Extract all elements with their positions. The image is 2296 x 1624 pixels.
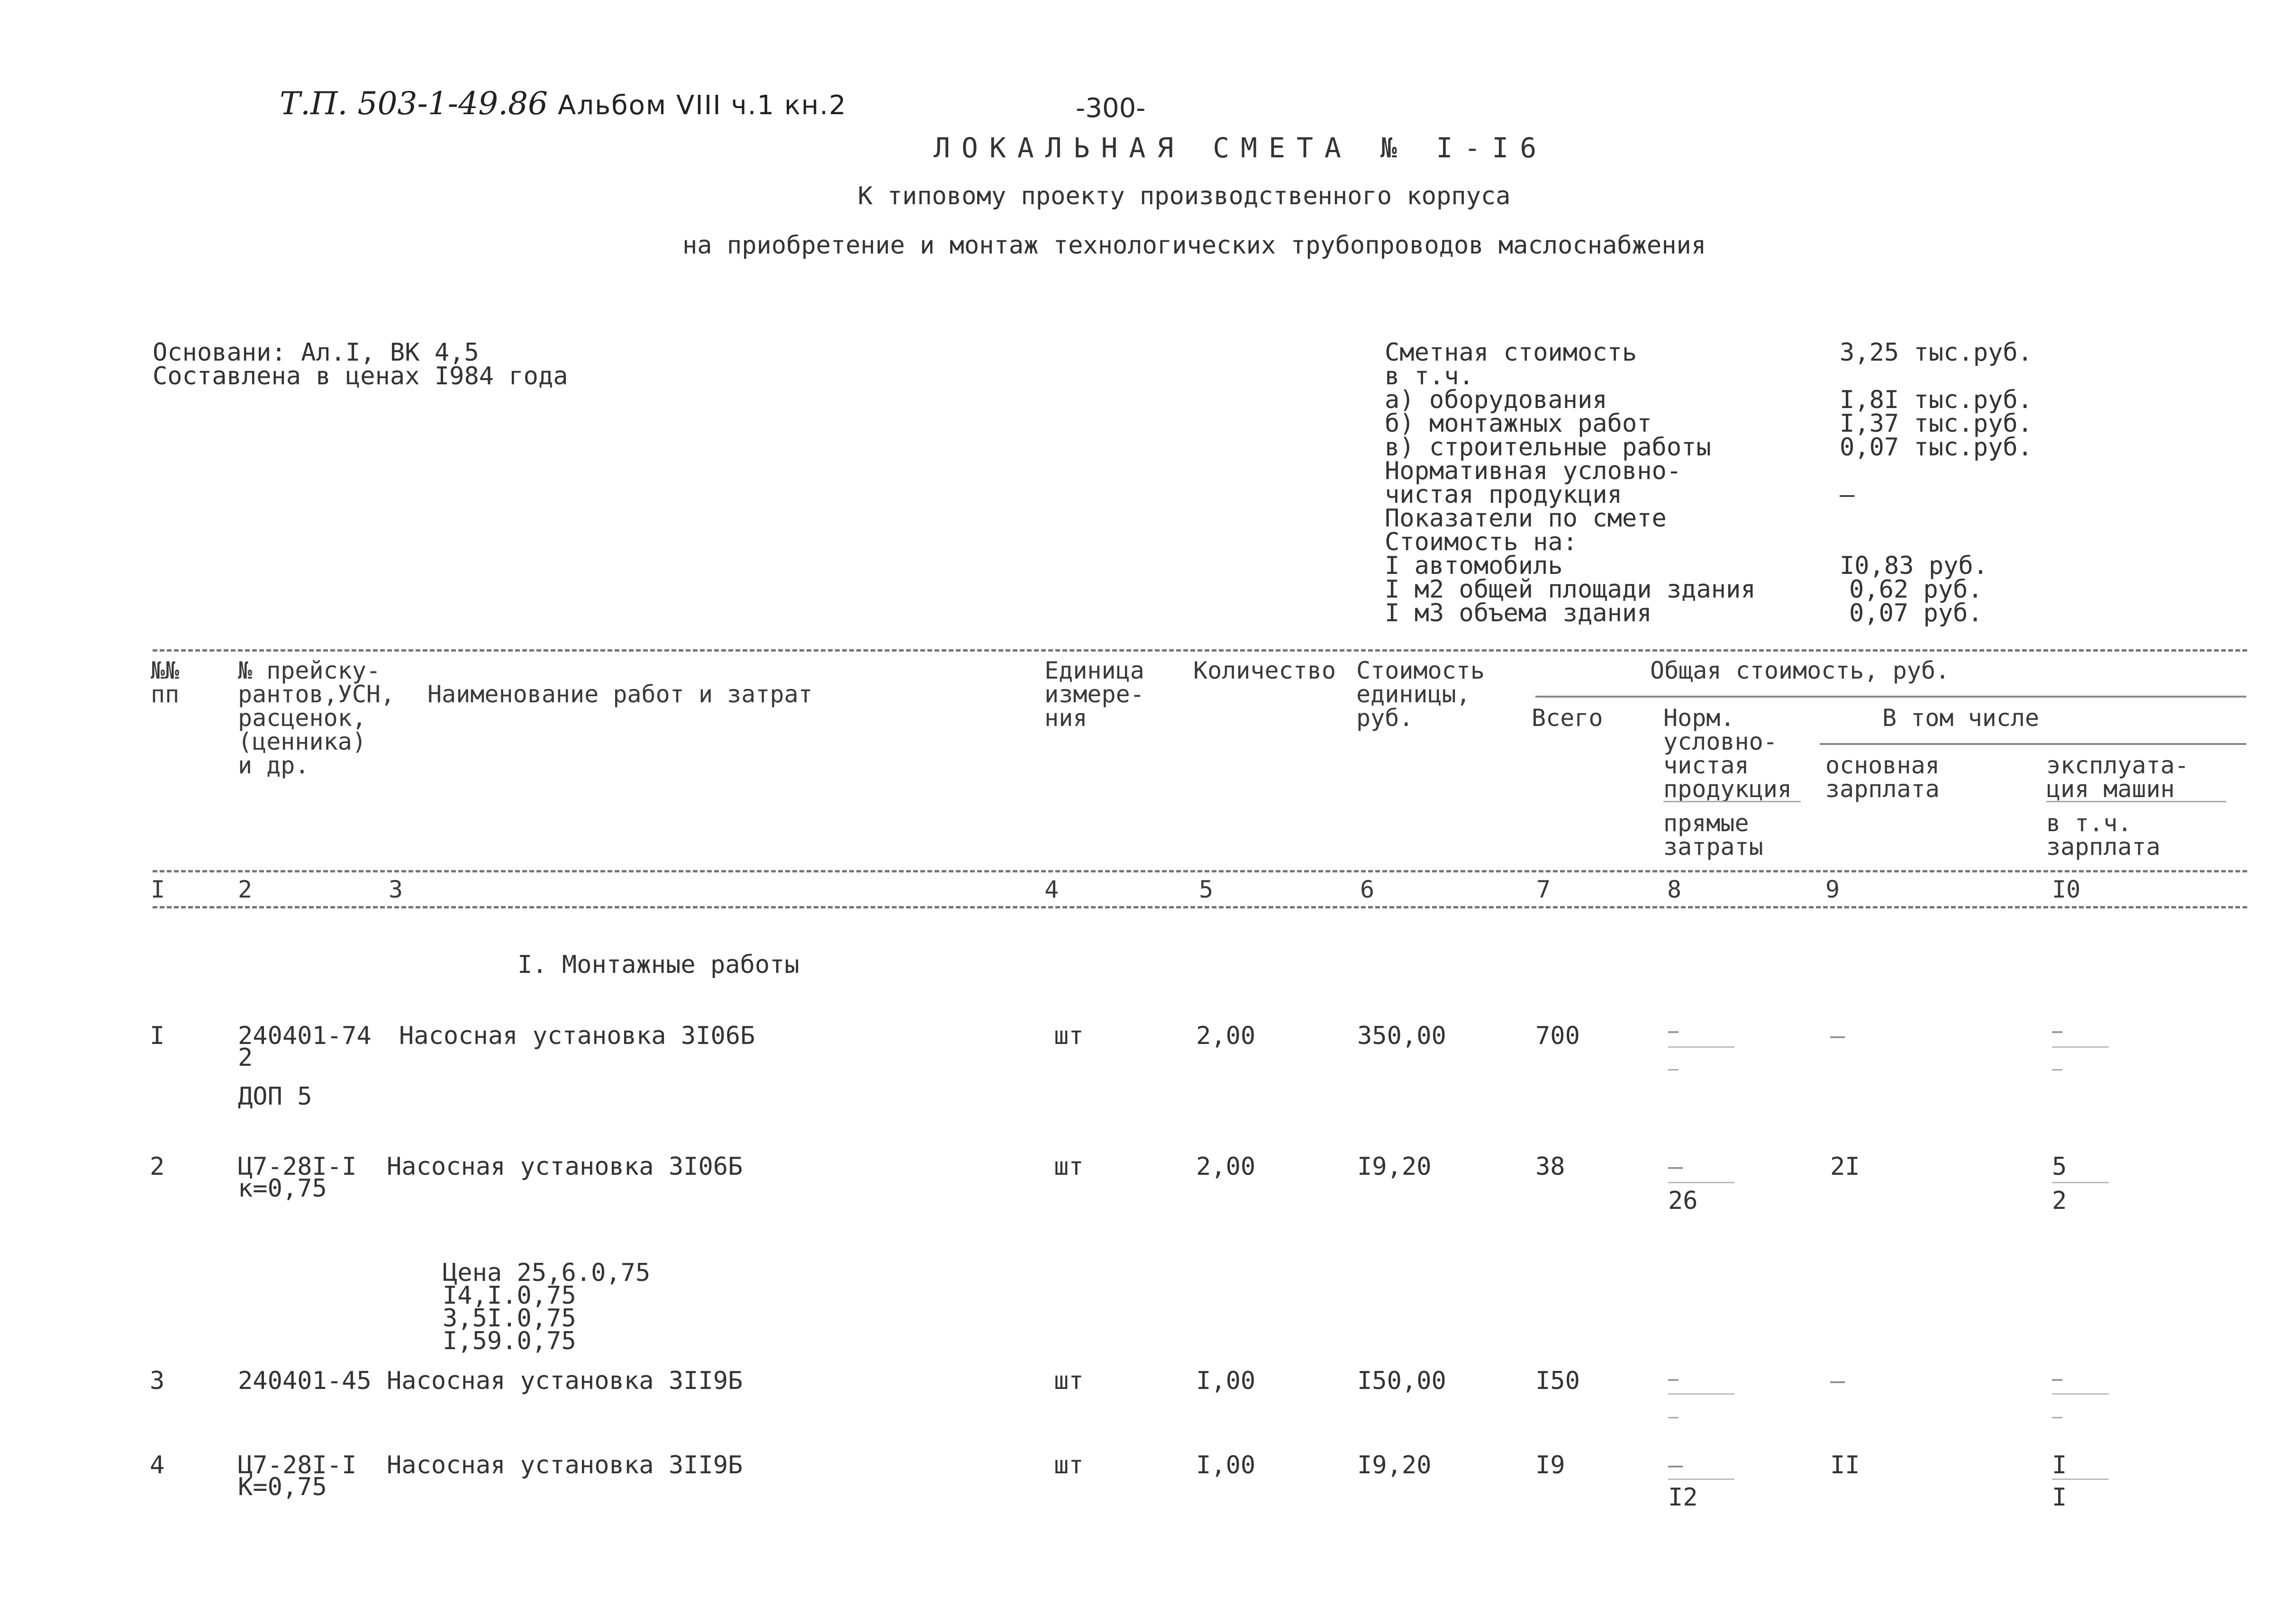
album-ref-handwritten: Т.П. 503-1-49.86 bbox=[280, 85, 548, 122]
row2-quantity: 2,00 bbox=[1196, 1152, 1256, 1181]
row3-quantity: I,00 bbox=[1196, 1367, 1256, 1395]
numbers-bottom-rule bbox=[153, 906, 2247, 908]
summary-value: 0,07 тыс.руб. bbox=[1840, 433, 2033, 462]
summary-value: I,37 тыс.руб. bbox=[1840, 409, 2033, 438]
summary-value: – bbox=[1840, 481, 1855, 509]
row2-total: 38 bbox=[1535, 1152, 1565, 1181]
col-header-total-cost-group: Общая стоимость, руб. bbox=[1650, 657, 1950, 684]
col-header-text: Норм. bbox=[1663, 704, 1735, 732]
col-header-machine-salary bbox=[2046, 811, 2160, 859]
row2-net-product: – bbox=[1668, 1152, 1683, 1181]
price-note bbox=[443, 1261, 650, 1353]
col-header-text: пп bbox=[151, 680, 180, 708]
row1-base-salary: – bbox=[1830, 1022, 1845, 1050]
summary-label: б) монтажных работ bbox=[1385, 409, 1652, 438]
col-number-1: I bbox=[151, 876, 165, 903]
col-header-text: расценок, bbox=[238, 704, 366, 732]
row1-unit-cost: 350,00 bbox=[1357, 1022, 1446, 1050]
col-header-text: в т.ч. bbox=[2046, 809, 2132, 837]
row4-name: Насосная установка 3II9Б bbox=[387, 1451, 743, 1479]
row2-direct-costs: 26 bbox=[1668, 1187, 1698, 1215]
row4-quantity: I,00 bbox=[1196, 1451, 1256, 1479]
price-code-line: 2 bbox=[238, 1043, 253, 1072]
col-header-text: прямые bbox=[1663, 809, 1749, 837]
row1-number: I bbox=[150, 1022, 165, 1050]
col-number-9: 9 bbox=[1825, 876, 1840, 903]
summary-row bbox=[1385, 457, 1756, 485]
net-product-divider bbox=[1663, 801, 1801, 802]
col-header-text: и др. bbox=[238, 752, 309, 779]
col-header-machine-operation bbox=[2046, 753, 2189, 801]
row2-base-salary: 2I bbox=[1830, 1152, 1860, 1181]
page-title: ЛОКАЛЬНАЯ СМЕТА № I-I6 bbox=[934, 132, 1548, 164]
price-note-line: I,59.0,75 bbox=[443, 1327, 576, 1355]
col-header-unit bbox=[1044, 659, 1144, 730]
col-header-text: ния bbox=[1044, 704, 1088, 732]
summary-row bbox=[1385, 409, 2033, 438]
row3-unit-cost: I50,00 bbox=[1357, 1367, 1446, 1395]
album-ref-rest: Альбом VIII ч.1 кн.2 bbox=[558, 90, 847, 121]
summary-row bbox=[1385, 575, 1983, 604]
col-number-3: 3 bbox=[389, 876, 403, 903]
price-note-line: I4,I.0,75 bbox=[443, 1281, 576, 1310]
col-header-text: (ценника) bbox=[238, 728, 366, 755]
row4-direct-costs: I2 bbox=[1668, 1483, 1698, 1512]
col-header-text: Стоимость bbox=[1356, 657, 1485, 684]
summary-value: 3,25 тыс.руб. bbox=[1840, 338, 2033, 367]
row3-name: Насосная установка 3II9Б bbox=[387, 1367, 743, 1395]
summary-label: Нормативная условно- bbox=[1385, 457, 1682, 485]
group-rule bbox=[1535, 696, 2246, 698]
col-header-text: рантов,УСН, bbox=[238, 680, 395, 708]
summary-value: 0,62 руб. bbox=[1849, 575, 1983, 604]
row3-dash-mark bbox=[1668, 1417, 1679, 1418]
row1-total: 700 bbox=[1535, 1022, 1580, 1050]
summary-label: I м3 объема здания bbox=[1385, 599, 1652, 627]
col-number-8: 8 bbox=[1667, 876, 1682, 903]
row2-machine-operation: 5 bbox=[2052, 1152, 2067, 1181]
col-header-text: ция машин bbox=[2046, 775, 2175, 803]
col-header-number bbox=[151, 659, 179, 706]
subtitle-scope: на приобретение и монтаж технологических трубопроводов маслоснабжения bbox=[682, 231, 1706, 260]
col-header-net-product bbox=[1663, 706, 1792, 801]
summary-value: 0,07 руб. bbox=[1849, 599, 1983, 627]
summary-row bbox=[1385, 599, 1983, 627]
row1-underline bbox=[1668, 1046, 1734, 1048]
summary-row bbox=[1385, 433, 2033, 462]
row4-underline bbox=[1668, 1479, 1734, 1480]
col-header-price-code bbox=[238, 659, 395, 777]
col-header-name: Наименование работ и затрат bbox=[427, 680, 813, 708]
subgroup-rule bbox=[1820, 743, 2246, 745]
summary-label: Показатели по смете bbox=[1385, 504, 1667, 533]
basis-line-1: Основани: Ал.I, ВК 4,5 bbox=[153, 338, 479, 367]
col-header-text: затраты bbox=[1663, 833, 1763, 861]
col-header-text: зарплата bbox=[1825, 775, 1940, 803]
row4-machine-salary: I bbox=[2052, 1483, 2067, 1512]
row2-price-code bbox=[238, 1154, 356, 1201]
col-header-text: условно- bbox=[1663, 728, 1778, 755]
summary-label: а) оборудования bbox=[1385, 386, 1607, 414]
summary-block bbox=[1385, 338, 2033, 627]
col-number-4: 4 bbox=[1044, 876, 1059, 903]
summary-row bbox=[1385, 481, 1855, 509]
summary-row bbox=[1385, 338, 2033, 367]
row2-machine-underline bbox=[2052, 1182, 2109, 1183]
col-header-including: В том числе bbox=[1882, 704, 2040, 732]
row4-number: 4 bbox=[150, 1451, 165, 1479]
row3-total: I50 bbox=[1535, 1367, 1580, 1395]
row3-machine-mark bbox=[2052, 1417, 2062, 1418]
row4-net-product: – bbox=[1668, 1451, 1683, 1479]
col-header-base-salary bbox=[1825, 753, 1940, 801]
price-code-line: К=0,75 bbox=[238, 1473, 327, 1501]
col-header-text: №№ bbox=[151, 657, 180, 684]
summary-label: I м2 общей площади здания bbox=[1385, 575, 1756, 604]
page-number: -300- bbox=[1076, 93, 1146, 124]
price-code-line: 240401-74 bbox=[238, 1022, 372, 1050]
row3-price-code: 240401-45 bbox=[238, 1367, 372, 1395]
summary-value: I,8I тыс.руб. bbox=[1840, 386, 2033, 414]
row1-quantity: 2,00 bbox=[1196, 1022, 1256, 1050]
row4-base-salary: II bbox=[1830, 1451, 1860, 1479]
summary-row bbox=[1385, 528, 1756, 556]
price-note-line: Цена 25,6.0,75 bbox=[443, 1259, 651, 1287]
col-number-10: I0 bbox=[2052, 876, 2081, 903]
col-header-text: зарплата bbox=[2046, 833, 2160, 861]
row1-dash-mark bbox=[1668, 1031, 1679, 1033]
price-code-line: к=0,75 bbox=[238, 1174, 327, 1203]
summary-label: в) строительные работы bbox=[1385, 433, 1711, 462]
row4-unit-cost: I9,20 bbox=[1357, 1451, 1432, 1479]
row2-unit-cost: I9,20 bbox=[1357, 1152, 1432, 1181]
col-header-unit-cost bbox=[1356, 659, 1485, 730]
row4-machine-underline bbox=[2052, 1479, 2109, 1480]
row1-machine-mark bbox=[2052, 1031, 2062, 1033]
row3-machine-mark bbox=[2052, 1379, 2062, 1381]
row2-number: 2 bbox=[150, 1152, 165, 1181]
row1-name: Насосная установка 3I06Б bbox=[399, 1022, 755, 1050]
header-top-rule bbox=[153, 649, 2247, 652]
album-reference bbox=[280, 85, 847, 122]
row2-underline bbox=[1668, 1182, 1734, 1183]
row3-dash-mark bbox=[1668, 1379, 1679, 1381]
col-header-direct-costs bbox=[1663, 811, 1763, 859]
machine-divider bbox=[2046, 801, 2226, 802]
row4-total: I9 bbox=[1535, 1451, 1565, 1479]
row4-price-code bbox=[238, 1453, 356, 1499]
row4-unit: шт bbox=[1054, 1451, 1084, 1479]
col-header-text: руб. bbox=[1356, 704, 1414, 732]
col-header-text: № прейску- bbox=[238, 657, 381, 684]
basis-line-2: Составлена в ценах I984 года bbox=[153, 362, 568, 390]
summary-label: чистая продукция bbox=[1385, 481, 1622, 509]
col-header-text: основная bbox=[1825, 752, 1940, 779]
price-note-line: 3,5I.0,75 bbox=[443, 1304, 576, 1333]
summary-row bbox=[1385, 386, 2033, 414]
summary-label: Сметная стоимость bbox=[1385, 338, 1637, 367]
col-number-6: 6 bbox=[1360, 876, 1375, 903]
row1-machine-underline bbox=[2052, 1046, 2109, 1048]
col-header-quantity: Количество bbox=[1193, 657, 1336, 684]
summary-row bbox=[1385, 552, 1988, 580]
summary-row bbox=[1385, 364, 1756, 388]
col-header-text: Единица bbox=[1044, 657, 1144, 684]
row1-machine-mark bbox=[2052, 1069, 2062, 1071]
col-number-2: 2 bbox=[238, 876, 253, 903]
row3-underline bbox=[1668, 1393, 1734, 1395]
price-code-line: ДОП 5 bbox=[238, 1082, 312, 1111]
col-header-text: продукция bbox=[1663, 775, 1792, 803]
row1-unit: шт bbox=[1054, 1022, 1084, 1050]
summary-label: Стоимость на: bbox=[1385, 528, 1578, 556]
row2-machine-salary: 2 bbox=[2052, 1187, 2067, 1215]
section-title: I. Монтажные работы bbox=[517, 951, 799, 979]
summary-row bbox=[1385, 504, 1756, 533]
row1-price-code bbox=[238, 1024, 372, 1109]
col-number-5: 5 bbox=[1199, 876, 1214, 903]
summary-label: в т.ч. bbox=[1385, 362, 1474, 390]
summary-value: I0,83 руб. bbox=[1840, 552, 1988, 580]
row1-dash-mark bbox=[1668, 1069, 1679, 1071]
col-number-7: 7 bbox=[1536, 876, 1551, 903]
row4-machine-operation: I bbox=[2052, 1451, 2067, 1479]
col-header-text: чистая bbox=[1663, 752, 1749, 779]
row3-base-salary: – bbox=[1830, 1367, 1845, 1395]
price-code-line: Ц7-28I-I bbox=[238, 1152, 357, 1181]
header-bottom-rule bbox=[153, 870, 2247, 872]
price-code-line: Ц7-28I-I bbox=[238, 1451, 357, 1479]
row3-machine-underline bbox=[2052, 1393, 2109, 1395]
row2-name: Насосная установка 3I06Б bbox=[387, 1152, 743, 1181]
col-header-text: эксплуата- bbox=[2046, 752, 2189, 779]
row3-unit: шт bbox=[1054, 1367, 1084, 1395]
col-header-total: Всего bbox=[1532, 704, 1603, 732]
col-header-text: единицы, bbox=[1356, 680, 1470, 708]
row3-number: 3 bbox=[150, 1367, 165, 1395]
subtitle-project: К типовому проекту производственного корпуса bbox=[858, 182, 1511, 210]
col-header-text: измере- bbox=[1044, 680, 1144, 708]
row2-unit: шт bbox=[1054, 1152, 1084, 1181]
summary-label: I автомобиль bbox=[1385, 552, 1563, 580]
